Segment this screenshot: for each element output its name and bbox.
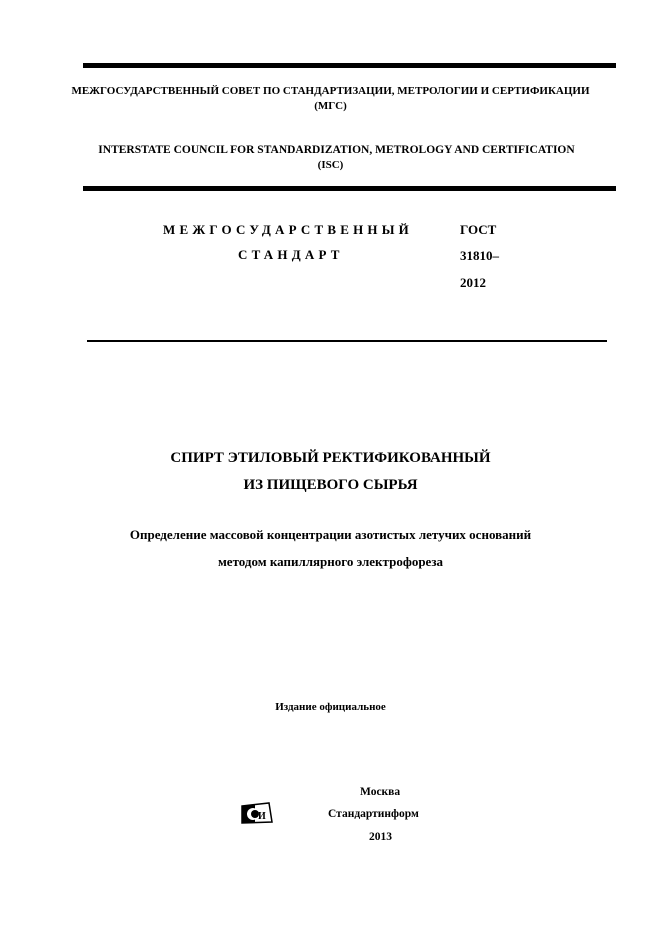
standard-type-line2: СТАНДАРТ bbox=[238, 247, 344, 262]
gost-label: ГОСТ bbox=[460, 222, 497, 237]
en-abbr: (ISC) bbox=[317, 159, 344, 171]
edition-label: Издание официальное bbox=[275, 701, 386, 713]
title-line2: ИЗ ПИЩЕВОГО СЫРЬЯ bbox=[243, 477, 418, 493]
title-line1: СПИРТ ЭТИЛОВЫЙ РЕКТИФИКОВАННЫЙ bbox=[170, 450, 491, 466]
top-rule bbox=[83, 63, 616, 68]
imprint-publisher: Стандартинформ bbox=[328, 808, 419, 820]
standartinform-logo-icon bbox=[241, 802, 273, 824]
imprint-year: 2013 bbox=[369, 831, 392, 843]
imprint-city: Москва bbox=[360, 786, 401, 798]
gost-year: 2012 bbox=[460, 275, 486, 290]
svg-text:И: И bbox=[258, 811, 266, 822]
subtitle-line1: Определение массовой концентрации азотистых летучих оснований bbox=[129, 527, 532, 542]
subtitle-line2: методом капиллярного электрофореза bbox=[217, 554, 444, 569]
gost-number: 31810– bbox=[460, 248, 499, 263]
ru-council: МЕЖГОСУДАРСТВЕННЫЙ СОВЕТ ПО СТАНДАРТИЗАЦИИ, МЕТРОЛОГИИ И СЕРТИФИКАЦИИ bbox=[71, 85, 590, 97]
ru-abbr: (МГС) bbox=[314, 100, 347, 112]
en-council: INTERSTATE COUNCIL FOR STANDARDIZATION, METROLOGY AND CERTIFICATION bbox=[98, 144, 575, 156]
standard-type-line1: МЕЖГОСУДАРСТВЕННЫЙ bbox=[163, 222, 413, 237]
header-bottom-rule bbox=[83, 186, 616, 191]
separator-line bbox=[87, 340, 607, 342]
